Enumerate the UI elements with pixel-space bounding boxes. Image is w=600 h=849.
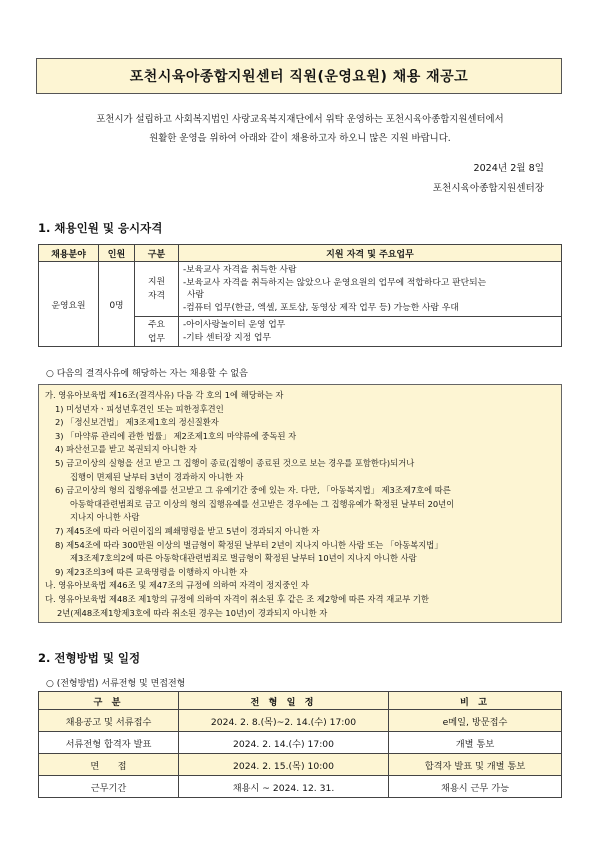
intro-line: 원활한 운영을 위하여 아래와 같이 채용하고자 하오니 많은 지원 바랍니다. [149,133,451,144]
disq-line: 집행이 면제된 날부터 3년이 경과하지 아니한 자 [70,471,244,482]
disq-line: 7) 제45조에 따라 어린이집의 폐쇄명령을 받고 5년이 경과되지 아니한 자 [55,525,320,536]
header-type: 구분 [135,245,179,262]
disq-line: 가. 영유아보육법 제16조(결격사유) 다음 각 호의 1에 해당하는 자 [45,390,284,400]
disq-line: 제3조제7호의2에 따른 아동학대관련범죄로 벌금형이 확정된 날부터 10년이 지나지 아니한 사람 [70,553,417,564]
table-row [39,732,562,754]
type-qualification: 지원 자격 [135,262,179,317]
disq-line: 2년(제48조제1항제3호에 따라 취소된 경우는 10년)이 경과되지 아니한 자 [57,607,328,618]
disq-line: 2) 「정신보건법」 제3조제1호의 정신질환자 [55,417,219,428]
header-count: 인원 [99,245,135,262]
list-item: -아이사랑놀이터 운영 업무 [183,320,286,330]
list-item: 사람 [187,290,204,300]
disq-line: 지나지 아니한 사람 [70,512,140,523]
table-cell: 채용공고 및 서류접수 [39,710,179,732]
table-cell: 근무기간 [39,776,179,798]
type-duty: 주요 업무 [135,317,179,347]
disq-line: 다. 영유아보육법 제48조 제1항의 규정에 의하여 자격이 취소된 후 같은 조 제2항에 따른 자격 재교부 기한 [45,593,429,604]
disqualification-box [38,384,562,623]
table-cell: 2024. 2. 14.(수) 17:00 [179,732,389,754]
table-cell: 서류전형 합격자 발표 [39,732,179,754]
intro-paragraph [40,110,560,148]
disq-line: 8) 제54조에 따라 300만원 이상의 벌금형이 확정된 날부터 2년이 지나지 아니한 사람 또는 「아동복지법」 [55,539,443,550]
disq-line: 4) 파산선고를 받고 복권되지 아니한 자 [55,444,197,455]
intro-line: 포천시가 설립하고 사회복지법인 사랑교육복지재단에서 위탁 운영하는 포천시육아종합지원센터에서 [96,114,504,125]
list-item: -기타 센터장 지정 업무 [183,332,272,343]
disq-line: 5) 금고이상의 실형을 선고 받고 그 집행이 종료(집행이 종료된 것으로 보는 경우를 포함한다)되거나 [55,457,415,468]
table-row [39,710,562,732]
disqualification-note: ○ 다음의 결격사유에 해당하는 자는 채용할 수 없음 [46,369,248,379]
title-box [36,58,562,94]
list-item: -보육교사 자격을 취득하지는 않았으나 운영요원의 업무에 적합하다고 판단되는 [183,277,487,288]
qualification-items [179,262,562,317]
header-remarks: 비 고 [389,692,562,710]
header-category: 구 분 [39,692,179,710]
qualification-table [38,244,562,347]
disq-line: 9) 제23조의3에 따른 교육명령을 이행하지 아니한 자 [55,566,248,577]
section1-title: 1. 채용인원 및 응시자격 [38,221,163,235]
field-cell: 운영요원 [39,262,99,347]
issuer-org: 포천시육아종합지원센터장 [432,183,544,194]
disq-line: 1) 미성년자ㆍ피성년후견인 또는 피한정후견인 [55,403,224,414]
table-cell: 2024. 2. 15.(목) 10:00 [179,754,389,776]
header-detail: 지원 자격 및 주요업무 [179,245,562,262]
header-field: 채용분야 [39,245,99,262]
disq-line: 나. 영유아보육법 제46조 및 제47조의 규정에 의하여 자격이 정지중인 자 [45,580,309,591]
header-schedule: 전 형 일 정 [179,692,389,710]
table-cell: 합격자 발표 및 개별 통보 [389,754,562,776]
count-cell: 0명 [99,262,135,347]
table-cell: 개별 통보 [389,732,562,754]
page-title: 포천시육아종합지원센터 직원(운영요원) 채용 재공고 [129,69,469,85]
notice-date: 2024년 2월 8일 [473,163,544,174]
schedule-table [38,691,562,798]
table-cell: 채용시 근무 가능 [389,776,562,798]
table-cell: 채용시 ~ 2024. 12. 31. [179,776,389,798]
table-cell: 2024. 2. 8.(목)~2. 14.(수) 17:00 [179,710,389,732]
table-row [39,776,562,798]
table-row [39,754,562,776]
selection-method: ○ (전형방법) 서류전형 및 면접전형 [46,679,186,689]
duty-items [179,317,562,347]
table-cell: 면 접 [39,754,179,776]
disq-line: 아동학대관련범죄로 금고 이상의 형의 집행유예를 선고받은 경우에는 그 집행유예가 확정된 날부터 20년이 [70,498,455,509]
table-cell: e메일, 방문접수 [389,710,562,732]
section2-title: 2. 전형방법 및 일정 [38,651,141,665]
list-item: -보육교사 자격을 취득한 사람 [183,265,297,275]
disq-line: 6) 금고이상의 형의 집행유예를 선고받고 그 유예기간 중에 있는 자. 다만, 「아동복지법」 제3조제7호에 따른 [55,485,451,496]
disq-line: 3) 「마약류 관리에 관한 법률」 제2조제1호의 마약류에 중독된 자 [55,430,297,441]
list-item: -컴퓨터 업무(한글, 엑셀, 포토샵, 동영상 제작 업무 등) 가능한 사람 우대 [183,302,459,313]
